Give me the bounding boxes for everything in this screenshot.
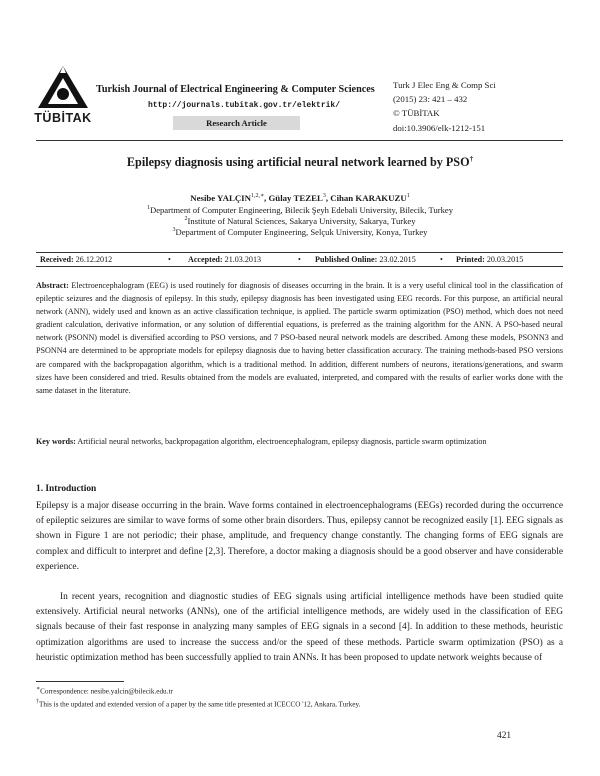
affiliation-sup: 2 [184, 216, 188, 223]
author-name: Nesibe YALÇIN [190, 192, 251, 203]
published-label: Published Online: [315, 255, 378, 264]
affiliation [0, 227, 600, 237]
page-number: 421 [497, 731, 512, 741]
footnote [36, 697, 360, 710]
date-separator: • [298, 255, 301, 264]
section-heading: 1. Introduction [36, 484, 97, 494]
tubitak-logo [36, 64, 90, 110]
date-separator: • [168, 255, 171, 264]
received-label: Received: [40, 255, 74, 264]
author-sup: 3 [322, 193, 326, 199]
footnotes [36, 684, 360, 710]
dates-bar [36, 252, 563, 267]
article-type-badge: Research Article [173, 116, 300, 130]
affiliation-text: Institute of Natural Sciences, Sakarya University, Sakarya, Turkey [187, 216, 416, 226]
footnote-mark: ∗ [36, 686, 41, 692]
published-date [315, 253, 416, 266]
affiliation [0, 216, 600, 226]
logo-wordmark: TÜBİTAK [34, 111, 92, 125]
printed-value: 20.03.2015 [486, 255, 524, 264]
keywords [36, 435, 563, 448]
journal-name: Turkish Journal of Electrical Engineering & Computer Sciences [96, 84, 375, 95]
citation-doi[interactable]: doi:10.3906/elk-1212-151 [393, 122, 486, 133]
affiliation [0, 205, 600, 215]
date-separator: • [440, 255, 443, 264]
footnote-rule [36, 681, 124, 682]
published-value: 23.02.2015 [379, 255, 416, 264]
accepted-label: Accepted: [188, 255, 223, 264]
author-sup: 1 [406, 193, 410, 199]
affiliation-text: Department of Computer Engineering, Bilecik Şeyh Edebali University, Bilecik, Turkey [149, 205, 454, 215]
paper-title [0, 155, 600, 170]
accepted-date [188, 253, 261, 266]
tubitak-emblem-icon [36, 64, 90, 110]
affiliation-sup: 1 [146, 205, 150, 212]
citation-block [393, 78, 496, 135]
citation-journal: Turk J Elec Eng & Comp Sci [393, 80, 496, 90]
header-divider [36, 140, 563, 141]
received-date [40, 253, 112, 266]
journal-url[interactable]: http://journals.tubitak.gov.tr/elektrik/ [148, 101, 341, 110]
printed-label: Printed: [456, 255, 485, 264]
footnote-text: Correspondence: nesibe.yalcin@bilecik.edu.tr [40, 687, 173, 696]
author-name: Gülay TEZEL [268, 192, 323, 203]
abstract [36, 279, 563, 397]
keywords-text: Artificial neural networks, backpropagation algorithm, electroencephalogram, epilepsy diagnosis, particle swarm optimization [77, 437, 487, 446]
author-name: Cihan KARAKUZU [330, 192, 407, 203]
paper-title-text: Epilepsy diagnosis using artificial neural network learned by PSO [126, 155, 470, 170]
footnote [36, 684, 360, 697]
title-footnote-mark: † [469, 155, 474, 163]
keywords-label: Key words: [36, 437, 76, 446]
body-paragraph: Epilepsy is a major disease occurring in the brain. Wave forms contained in electroencephalograms (EEGs) recorded during the occurrence of epileptic seizures are similar to wave forms of some other brain disorders. Thus, epilepsy cannot be recognized easily [1]. EEG signals as shown in Figure 1 are not periodic; their phase, amplitude, and frequency change constantly. The changing forms of EEG signals are complex and difficult to interpret and define [2,3]. Therefore, a doctor making a diagnosis should be a good observer and have considerable experience. [36, 501, 563, 572]
author-list: Nesibe $YALÇIN^{1,2,∗}$, Gülay TEZEL$^3$, Cihan KARAKUZU$^1$ [190, 192, 410, 203]
author-sup: 1,2,∗ [250, 193, 265, 199]
footnote-mark: † [36, 698, 39, 705]
citation-volume: (2015) 23: 421 – 432 [393, 94, 468, 105]
affiliation-text: Department of Computer Engineering, Selçuk University, Konya, Turkey [175, 227, 428, 237]
citation-copyright: © TÜBİTAK [393, 108, 440, 119]
abstract-text: Electroencephalogram (EEG) is used routinely for diagnosis of diseases occurring in the brain. It is a very useful clinical tool in the classification of epileptic seizures and the diagnosis of epilepsy. In this study, epilepsy diagnosis has been investigated using EEG records. For this purpose, an artificial neural network (ANN), widely used and known as an active classification technique, is applied. The particle swarm optimization (PSO) method, which does not need gradient calculation, derivative information, or any solution of differential equations, is preferred as the training algorithm for the ANN. A PSO-based neural network (PSONN) model is diversified according to PSO versions, and 7 PSO-based neural network models are described. Among these models, PSONN3 and PSONN4 are determined to be appropriate models for epilepsy diagnosis due to having better classification accuracy. The training methods-based PSO versions are compared with the backpropagation algorithm, which is a traditional method. In addition, different numbers of neurons, iterations/generations, and swarm sizes have been considered and tried. Results obtained from the models are evaluated, interpreted, and compared with the results of earlier works done with the same dataset in the literature. [36, 281, 564, 395]
abstract-label: Abstract: [36, 281, 69, 290]
printed-date [456, 253, 523, 266]
received-value: 26.12.2012 [75, 255, 113, 264]
body-paragraph: In recent years, recognition and diagnostic studies of EEG signals using artificial intelligence methods have been studied quite extensively. Artificial neural networks (ANNs), one of the artificial intelligence methods, are widely used in the classification of EEG signals because of their fast response in analyzing many samples of EEG signals in a second [4]. In addition to these methods, heuristic optimization algorithms are used to increase the success and/or the speed of these methods. Particle swarm optimization (PSO) as a heuristic optimization method has been successfully applied to train ANNs. It has been proposed to update network weights because of [36, 592, 563, 663]
footnote-text: This is the updated and extended version of a paper by the same title presented at ICECCO '12, Ankara, Turkey. [39, 700, 361, 709]
accepted-value: 21.03.2013 [224, 255, 262, 264]
affiliation-sup: 3 [172, 227, 176, 234]
